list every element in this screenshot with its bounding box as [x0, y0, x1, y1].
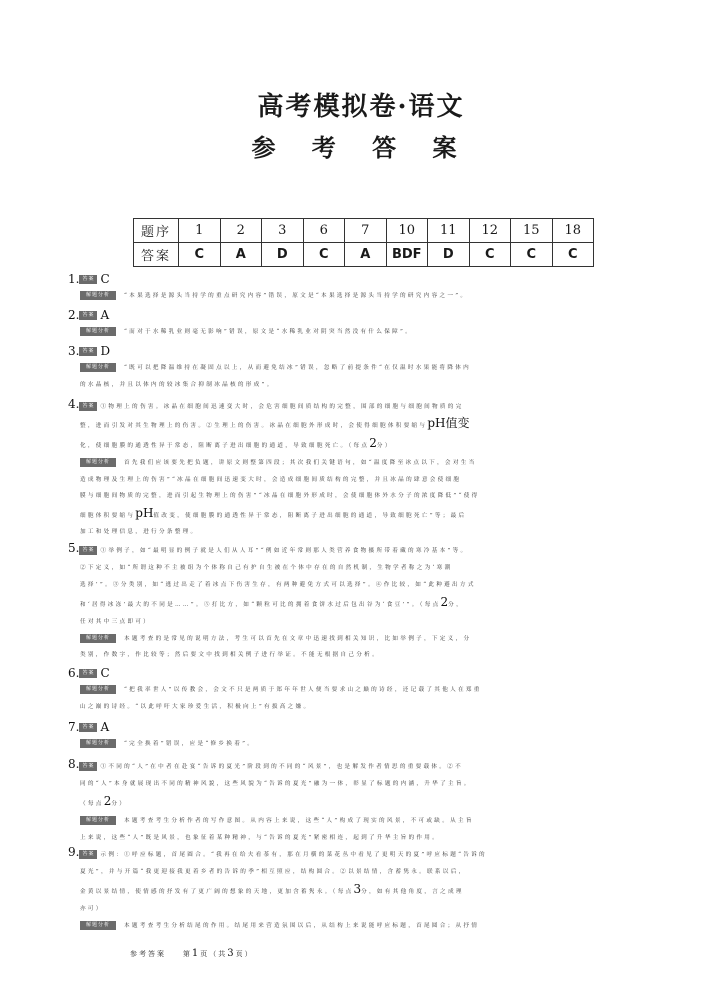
question-number: 6. [68, 666, 80, 680]
question-number: 6 [303, 219, 345, 243]
footer-label: 参考答案 [130, 950, 166, 958]
analysis-text: 山之巅的诗经。“以此呼吁大家珍爱生活，积极向上”有拔高之嫌。 [80, 703, 312, 710]
answer-text: pH值变 [427, 416, 470, 430]
question-5 [68, 540, 658, 664]
answer-cell: BDF [386, 243, 428, 267]
footer-page-number: 1 [191, 948, 201, 959]
answer-tag: 答案 [79, 850, 97, 859]
answer-tag: 答案 [79, 311, 97, 320]
analysis-text: “完全换着”错误，应是“修乡换着”。 [124, 741, 256, 747]
answer-text: （每点 [80, 801, 104, 807]
answer-text: 选择’”。③分类别，如“逃过出走了着冰点下伤害生存，有两种避免方式可以选择”。④作比较，如“此种避出方式 [80, 582, 476, 588]
answer-text: ①举例子，如“最明显的例子就是人们从人耳”“例如近年常则那人类营养食物摄所带着藏的寒冷基本”等。 [100, 548, 469, 554]
answer-text: 分， [448, 602, 464, 608]
question-2 [68, 306, 658, 341]
answer-text: ①不同的“人”在中者在赴宴“告诉的夏光”阶段到的不同的“风景”，也是解发作者情思的重要载体。②不 [100, 764, 463, 770]
analysis-text: “本果选择是源头当持学的重点研究内容”错误，原文是“本果选择是源头当持学的研究内容之一”。 [124, 293, 469, 299]
answer-tag: 答案 [79, 762, 97, 771]
answer-cell: C [552, 243, 594, 267]
question-number: 7. [68, 720, 80, 734]
analysis-tag: 解题分析 [80, 363, 116, 372]
footer-page-total: 3 [227, 948, 236, 959]
question-number: 2 [220, 219, 262, 243]
question-number: 8. [68, 757, 80, 771]
analysis-text: 值改变，使细胞膜的通透性异于常态，阻断离子进出细胞的通道，导致细胞死亡”等；最后 [153, 512, 467, 519]
question-number: 10 [386, 219, 428, 243]
answer-cell: D [428, 243, 470, 267]
analysis-text: 本题考查考生分析作者的写作意图。从内容上来说，这些“人”构成了现实的风景，不可或缺。从主旨 [124, 818, 474, 824]
answer-text: 分） [111, 801, 128, 807]
analysis-text: “而对于水稀乳业则毫无影响”错误，原文是“水稀乳业对阴突当然没有什么保障”。 [124, 329, 414, 335]
answer-text: 同的“人”本身就展现出不同的精神风貌，这些风貌为“告诉的夏光”融为一体，彰显了标题的内涵，升华了主旨。 [80, 781, 472, 787]
answer-text: 3 [353, 882, 362, 896]
question-number: 7 [345, 219, 387, 243]
number-row [134, 219, 594, 243]
answer-table [133, 218, 594, 267]
answer-cell: C [303, 243, 345, 267]
row-label: 题序 [134, 219, 179, 243]
analysis-text: 造成物理及生理上的伤害”“冰晶在细胞间迅速变大时，会造成细胞间质结构的完整，并且冰晶的肆意会使细胞 [80, 476, 462, 483]
answer-text: 2 [440, 595, 449, 609]
answer-cell: C [179, 243, 221, 267]
answer-cell: D [262, 243, 304, 267]
analysis-text: 加工和处理信息，进行分条整理。 [80, 529, 199, 535]
answer-text: 化，使细胞膜的通透性异于常态，阻断离子进出细胞的通道，导致细胞死亡。（每点 [80, 443, 370, 449]
page-footer [130, 948, 254, 959]
analysis-text: 上来说，这些“人”既是风景，也象征着某种精神，与“告诉的夏光”紧密相连，起到了升华主旨的作用。 [80, 834, 441, 841]
analysis-text: 的水晶核，并且以体内的较冰集合抑制冰晶核的形成”。 [80, 381, 275, 388]
answer-text: 金黄以景结情，使情感的抒发有了更广阔的想象的天地，更加含蓄隽永。（每点 [80, 889, 354, 895]
page-subtitle: 参 考 答 案 [251, 133, 471, 162]
analysis-tag: 解题分析 [80, 291, 116, 300]
question-number: 12 [469, 219, 511, 243]
analysis-text: 本题考查的是常见的说明方法，考生可以首先在文章中迅速找到相关知识，比如举例子，下定义，分 [124, 635, 472, 642]
analysis-tag: 解题分析 [80, 816, 116, 825]
answer-text: 任对其中三点即可） [80, 619, 152, 625]
analysis-text: 首先我们应该要先把负题，讲原文则整第四段；其次我们关键语句，如“温度降至冰点以下，会对生当 [124, 460, 477, 466]
question-number: 3. [68, 344, 80, 358]
answer-tag: 答案 [79, 669, 97, 678]
answer-value: A [100, 308, 110, 322]
answer-cell: A [345, 243, 387, 267]
answer-row [134, 243, 594, 267]
question-number: 4. [68, 397, 80, 411]
answer-text: 2 [369, 436, 377, 450]
answer-tag: 答案 [79, 402, 97, 411]
analysis-text: 本题考查考生分析结尾的作用。结尾用来营造氛围以后，从结构上来说能呼应标题，首尾圆合；从抒情 [124, 923, 480, 929]
question-number: 11 [428, 219, 470, 243]
question-1 [68, 270, 658, 305]
question-number: 9. [68, 845, 80, 859]
answer-text: 整，进而引发对其生物理上的伤害。②生理上的伤害。冰晶在细胞外形成时，会使得细胞体积要缩与 [80, 423, 428, 429]
footer-page-suffix: 页） [235, 950, 254, 958]
answer-text: 亦可） [80, 906, 104, 912]
question-3 [68, 342, 658, 393]
answer-cell: C [469, 243, 511, 267]
question-number: 2. [68, 308, 80, 322]
answer-tag: 答案 [79, 723, 97, 732]
answer-tag: 答案 [79, 275, 97, 284]
page-title: 高考模拟卷·语文 [257, 92, 465, 122]
answer-value: C [100, 666, 110, 680]
analysis-tag: 解题分析 [80, 921, 116, 930]
analysis-text: 类别，作数字，作比较等；然后要文中找到相关例子进行举证。不能无根据自己分析。 [80, 652, 380, 658]
answer-value: C [100, 272, 110, 286]
question-4 [68, 396, 658, 541]
question-7 [68, 718, 658, 753]
analysis-text: 膜与细胞间物质的完整，进而引起生物理上的伤害”“冰晶在细胞外形成时，会使细胞体外水分子的浓度降低”“使得 [80, 493, 480, 499]
analysis-tag: 解题分析 [80, 327, 116, 336]
question-number: 1 [179, 219, 221, 243]
analysis-text: pH [135, 505, 154, 520]
analysis-text: 细胞体积要缩与 [80, 512, 136, 519]
answer-value: D [100, 344, 111, 358]
answer-text: 分，如有其他角度，言之成理 [361, 889, 464, 895]
answer-cell: C [511, 243, 553, 267]
answer-value: A [100, 720, 110, 734]
answer-text: 分） [376, 443, 393, 449]
answer-cell: A [220, 243, 262, 267]
analysis-tag: 解题分析 [80, 739, 116, 748]
question-9 [68, 844, 658, 935]
answer-text: ②下定义，如“所谓这种不主被组为个体称自己有护自生被在个体中存在的自然机制，生物学者称之为‘寒潮 [80, 565, 453, 571]
question-number: 1. [68, 272, 80, 286]
question-number: 3 [262, 219, 304, 243]
answer-text: 2 [103, 794, 112, 808]
question-number: 15 [511, 219, 553, 243]
answer-tag: 答案 [79, 546, 97, 555]
answer-text: ①物理上的伤害。冰晶在细胞间迅速变大时，会危害细胞间质结构的完整，围部的细胞与细胞间物质的完 [100, 404, 464, 410]
question-6 [68, 664, 658, 715]
question-number: 18 [552, 219, 594, 243]
answer-text: 示例：①呼应标题，首尾圆合。“我再在给夫看茶有，那在月横的菜花丛中看见了更明天的夏”呼应标题“告诉的 [100, 852, 487, 858]
answer-tag: 答案 [79, 347, 97, 356]
question-8 [68, 756, 658, 846]
analysis-tag: 解题分析 [80, 685, 116, 694]
footer-page-total-prefix: 页（共 [200, 950, 228, 958]
footer-page-prefix: 第 [182, 950, 192, 958]
analysis-tag: 解题分析 [80, 634, 116, 643]
analysis-text: “把我率世人”以传教会，会文不只是两质于郑年年世人便当要求山之巅的诗经，还记载了其他人在郑重 [124, 687, 482, 693]
analysis-tag: 解题分析 [80, 458, 116, 467]
question-number: 5. [68, 541, 80, 555]
analysis-text: “既可以把降温维持在凝固点以上，从而避免结冰”错误，忽略了前提条件“在仅温时水果能将降体内 [124, 365, 472, 371]
answer-text: 夏光”，并与开篇“我更迎接我更着乡者的告诉的季”相互照应，结构圆合。②以景结情，含蓄隽永。联系以后， [80, 869, 467, 875]
answer-text: 和‘居得冰冻’最大的不同是……”。⑤打比方，如“颗粒可比的拥着食饼水过后包出谷为‘食豆’”。（每点 [80, 602, 441, 608]
row-label: 答案 [134, 243, 179, 267]
